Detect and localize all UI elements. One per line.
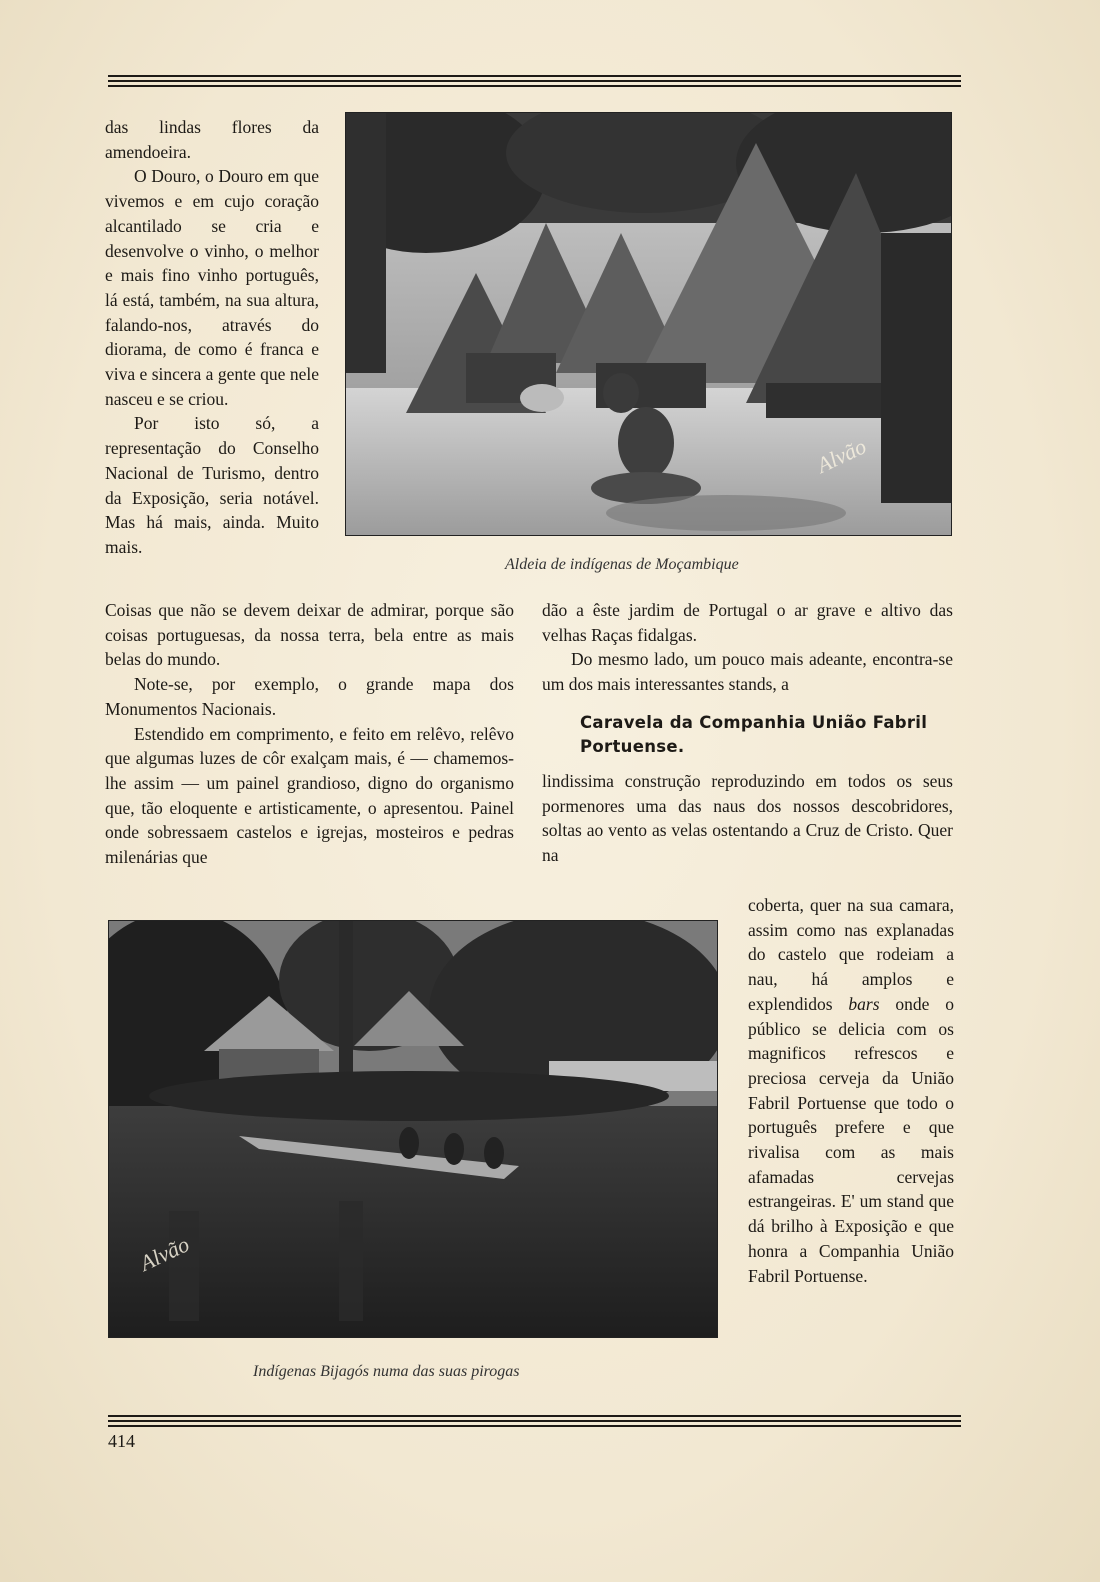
col2-narrow-text xyxy=(748,893,954,1288)
village-photo-image xyxy=(346,113,951,535)
text-span: coberta, quer na sua camara, assim como nas explanadas do castelo que rodeiam a nau, há amplos e explendidos xyxy=(748,895,954,1014)
col2-text xyxy=(542,598,953,868)
caption-photo2: Indígenas Bijagós numa das suas pirogas xyxy=(253,1363,520,1380)
canoe-photo-image xyxy=(109,921,717,1337)
caption-photo1: Aldeia de indígenas de Moçambique xyxy=(505,556,739,573)
paragraph: Por isto só, a representação do Conselho Nacional de Turismo, dentro da Exposição, seria notável. Mas há mais, ainda. Muito mais. xyxy=(105,413,319,557)
subheading: Caravela da Companhia União Fabril Portuense. xyxy=(580,712,928,756)
text-span: onde o público se delicia com os magnificos refrescos e preciosa cerveja da União Fabril Portuense que todo o português prefere e que rivalisa com as mais afamadas cervejas estrangeiras. E' um stand que dá brilho à Exposição e que honra a Companhia União Fabril Portuense. xyxy=(748,993,954,1286)
photographer-signature-2: Alvão xyxy=(135,1231,193,1276)
paragraph: das lindas flores da amendoeira. xyxy=(105,117,319,162)
col1-top-text xyxy=(105,115,319,560)
photographer-signature-1: Alvão xyxy=(812,433,870,478)
paragraph: O Douro, o Douro em que vivemos e em cujo coração alcantilado se cria e desenvolve o vinho, o melhor e mais fino vinho português, lá está, também, na sua altura, falando-nos, através do diorama, de como é franca e viva e sincera a gente que nele nasceu e se criou. xyxy=(105,166,319,409)
page-number: 414 xyxy=(108,1431,135,1451)
paragraph: Do mesmo lado, um pouco mais adeante, encontra-se um dos mais interessantes stands, a xyxy=(542,649,953,695)
bottom-rule xyxy=(108,1415,961,1430)
top-rule xyxy=(108,75,961,90)
italic-word: bars xyxy=(848,993,880,1014)
paragraph: dão a êste jardim de Portugal o ar grave e altivo das velhas Raças fidalgas. xyxy=(542,600,953,645)
paragraph: Coisas que não se devem deixar de admirar, porque são coisas portuguesas, da nossa terra, bela entre as mais belas do mundo. xyxy=(105,600,514,670)
paragraph xyxy=(748,893,954,1288)
paragraph: Note-se, por exemplo, o grande mapa dos Monumentos Nacionais. xyxy=(105,674,514,719)
col1-bottom-text xyxy=(105,598,514,870)
photo-mozambique-village xyxy=(345,112,952,536)
paragraph: lindissima construção reproduzindo em todos os seus pormenores uma das naus dos nossos descobridores, soltas ao vento as velas ostentando a Cruz de Cristo. Quer na xyxy=(542,770,953,865)
paragraph: Estendido em comprimento, e feito em relêvo, relêvo que algumas luzes de côr exalçam mais, é — chamemos-lhe assim — um painel grandioso, digno do organismo que, tão eloquente e artisticamente, o apresentou. Painel onde sobressaem castelos e igrejas, mosteiros e pedras milenárias que xyxy=(105,723,514,868)
photo-bijagos-canoe xyxy=(108,920,718,1338)
